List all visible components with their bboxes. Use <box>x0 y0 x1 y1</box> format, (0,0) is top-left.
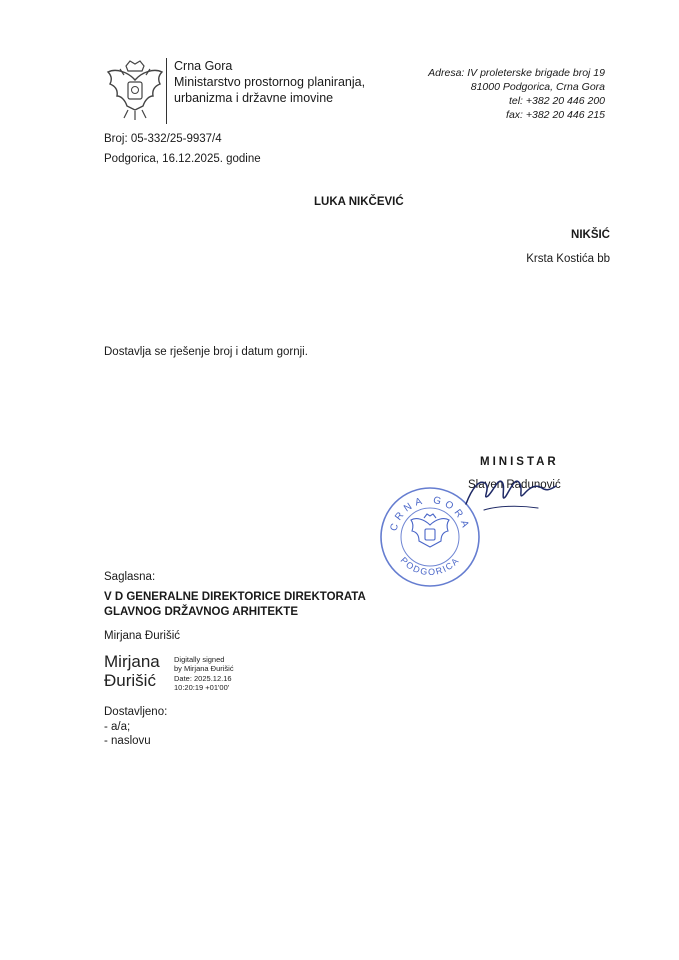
recipient-street: Krsta Kostića bb <box>526 253 610 265</box>
digital-signature-line4: 10:20:19 +01'00' <box>174 683 230 693</box>
approval-name: Mirjana Đurišić <box>104 630 181 642</box>
distribution-item: - naslovu <box>104 735 151 747</box>
contact-fax: fax: +382 20 446 215 <box>506 109 605 121</box>
digital-signature-line2: by Mirjana Đurišić <box>174 664 234 674</box>
svg-text:CRNA GORA <box>388 495 471 533</box>
contact-tel: tel: +382 20 446 200 <box>508 95 605 107</box>
approval-position-line1: V D GENERALNE DIREKTORICE DIREKTORATA <box>104 591 366 603</box>
signatory-title: MINISTAR <box>480 456 559 468</box>
distribution-item: - a/a; <box>104 720 131 733</box>
distribution-block <box>104 705 167 749</box>
body-text: Dostavlja se rješenje broj i datum gornji. <box>104 346 308 358</box>
ministry-name-line1: Ministarstvo prostornog planiranja, <box>174 75 366 89</box>
distribution-label: Dostavljeno: <box>104 706 168 718</box>
ministry-name-line2: urbanizma i državne imovine <box>174 91 334 105</box>
coat-of-arms-icon <box>106 60 164 122</box>
header-divider <box>166 58 167 124</box>
handwritten-signature <box>462 470 558 518</box>
recipient-name: LUKA NIKČEVIĆ <box>314 196 404 208</box>
contact-address: Adresa: IV proleterske brigade broj 19 <box>428 67 605 79</box>
document-number: Broj: 05-332/25-9937/4 <box>104 133 222 145</box>
digital-signature-last-name: Đurišić <box>104 671 156 690</box>
document-place-date: Podgorica, 16.12.2025. godine <box>104 153 261 165</box>
ministry-header <box>174 58 365 106</box>
digital-signature-name <box>104 652 160 690</box>
digital-signature-details <box>174 655 234 693</box>
approval-position-line2: GLAVNOG DRŽAVNOG ARHITEKTE <box>104 606 299 618</box>
digital-signature-line1: Digitally signed <box>174 655 225 664</box>
approval-label: Saglasna: <box>104 571 156 583</box>
contact-city: 81000 Podgorica, Crna Gora <box>470 81 605 93</box>
recipient-city: NIKŠIĆ <box>571 229 610 241</box>
contact-block <box>428 66 605 122</box>
stamp-text-top: CRNA GORA <box>388 494 472 533</box>
stamp-emblem-icon <box>411 514 449 547</box>
country-name: Crna Gora <box>174 59 233 73</box>
stamp-text-bottom: PODGORICA <box>398 555 462 578</box>
digital-signature-first-name: Mirjana <box>104 652 160 671</box>
digital-signature-line3: Date: 2025.12.16 <box>174 673 232 683</box>
signatory-name: Slaven Radunović <box>468 479 561 491</box>
